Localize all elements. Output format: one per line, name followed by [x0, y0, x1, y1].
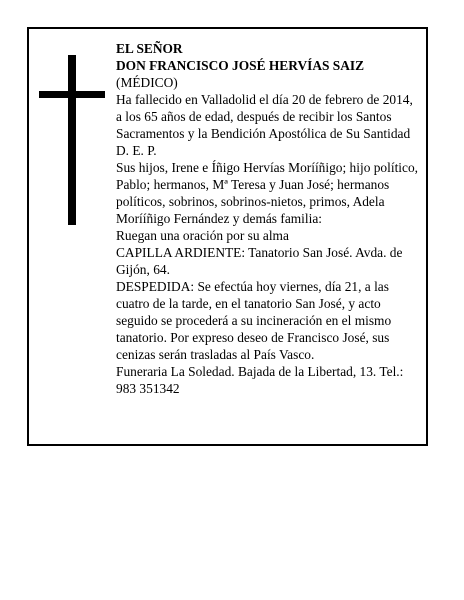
notice-chapel-line: CAPILLA ARDIENTE: Tanatorio San José. Avda. de: [116, 245, 403, 260]
notice-farewell-line: seguido se procederá a su incineración en el mismo: [116, 313, 392, 328]
cross-icon: [39, 55, 109, 225]
notice-farewell-line: cuatro de la tarde, en el tanatorio San José, y acto: [116, 296, 381, 311]
death-notice: [27, 27, 428, 446]
notice-farewell-line: DESPEDIDA: Se efectúa hoy viernes, día 21, a las: [116, 279, 389, 294]
notice-body-line: a los 65 años de edad, después de recibir los Santos: [116, 109, 392, 124]
cross-horizontal-bar: [39, 91, 105, 98]
notice-text: [116, 40, 422, 397]
notice-title-line: EL SEÑOR: [116, 41, 183, 56]
notice-farewell-line: cenizas serán trasladas al País Vasco.: [116, 347, 315, 362]
notice-rip: D. E. P.: [116, 143, 157, 158]
cross-vertical-bar: [68, 55, 76, 225]
notice-body-line: Ha fallecido en Valladolid el día 20 de febrero de 2014,: [116, 92, 413, 107]
notice-profession: (MÉDICO): [116, 75, 178, 90]
notice-name-line: DON FRANCISCO JOSÉ HERVÍAS SAIZ: [116, 58, 365, 73]
notice-prayer-request: Ruegan una oración por su alma: [116, 228, 289, 243]
notice-family-line: Pablo; hermanos, Mª Teresa y Juan José; hermanos: [116, 177, 390, 192]
notice-farewell-line: tanatorio. Por expreso deseo de Francisco José, sus: [116, 330, 390, 345]
notice-family-line: políticos, sobrinos, sobrinos-nietos, primos, Adela: [116, 194, 385, 209]
notice-chapel-line: Gijón, 64.: [116, 262, 170, 277]
notice-funeral-home-line: Funeraria La Soledad. Bajada de la Libertad, 13. Tel.:: [116, 364, 404, 379]
notice-family-line: Morííñigo Fernández y demás familia:: [116, 211, 323, 226]
notice-phone-line: 983 351342: [116, 381, 180, 396]
notice-body-line: Sacramentos y la Bendición Apostólica de Su Santidad: [116, 126, 411, 141]
notice-family-line: Sus hijos, Irene e Íñigo Hervías Morííñigo; hijo político,: [116, 160, 418, 175]
